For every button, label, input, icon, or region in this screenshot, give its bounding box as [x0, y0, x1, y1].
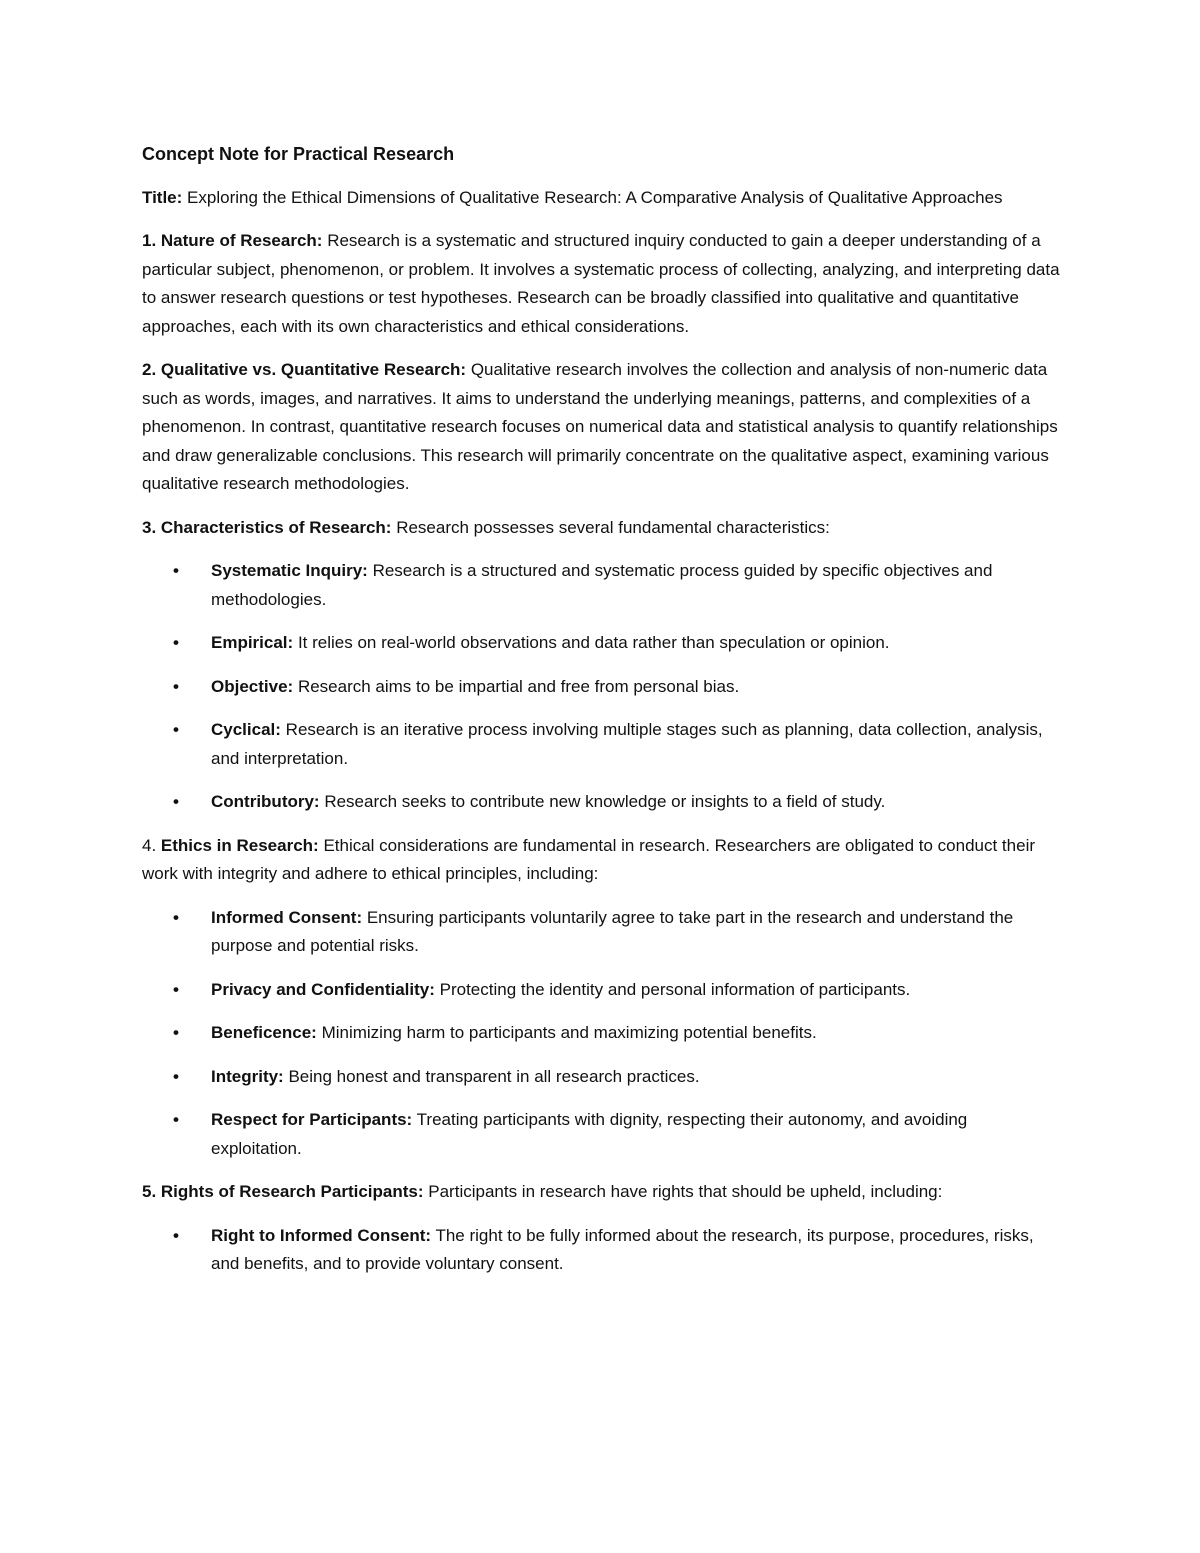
item-label: Informed Consent: [211, 907, 363, 927]
section-label: 5. Rights of Research Participants: [142, 1182, 424, 1201]
rights-list [142, 1222, 1062, 1279]
item-text: Treating participants with dignity, respecting their autonomy, and avoiding exploitation. [211, 1110, 968, 1158]
section-label: 2. Qualitative vs. Quantitative Research: [142, 360, 467, 379]
section-number: 4. [142, 835, 157, 855]
bullet-icon: • [173, 979, 179, 999]
item-text: The right to be fully informed about the research, its purpose, procedures, risks, and benefits, and to provide voluntary consent. [211, 1225, 1034, 1273]
section-label: Ethics in Research: [160, 835, 319, 855]
section-nature-of-research [142, 227, 1062, 341]
list-item [142, 629, 1062, 658]
bullet-icon: • [173, 720, 179, 739]
section-qualitative-vs-quantitative [142, 356, 1062, 499]
bullet-icon: • [173, 1066, 179, 1086]
section-rights-of-participants [142, 1178, 1062, 1207]
list-item [142, 673, 1062, 702]
list-item [142, 788, 1062, 817]
item-label: Cyclical: [211, 720, 281, 739]
list-item [142, 1222, 1062, 1279]
item-text: Research is an iterative process involving multiple stages such as planning, data collection, analysis, and interpretation. [211, 720, 1043, 768]
bullet-icon: • [173, 676, 179, 696]
item-text: Research aims to be impartial and free from personal bias. [297, 676, 740, 696]
bullet-icon: • [173, 633, 179, 652]
list-item [142, 716, 1062, 773]
item-label: Privacy and Confidentiality: [211, 979, 435, 999]
item-text: Being honest and transparent in all research practices. [288, 1066, 700, 1086]
section-text: Research is a systematic and structured inquiry conducted to gain a deeper understanding of a particular subject, phenomenon, or problem. It involves a systematic process of collecting, analyzing, and interpreting data to answer research questions or test hypotheses. Research can be broadly classified into qualitative and quantitative approaches, each with its own characteristics and ethical considerations. [142, 231, 1060, 336]
bullet-icon: • [173, 1110, 179, 1129]
characteristics-list [142, 557, 1062, 817]
title-paragraph [142, 184, 1062, 213]
bullet-icon: • [173, 1225, 179, 1245]
list-item [142, 1019, 1062, 1048]
section-label: 3. Characteristics of Research: [142, 517, 392, 537]
section-text: Participants in research have rights that should be upheld, including: [428, 1182, 943, 1201]
list-item [142, 976, 1062, 1005]
title-text: Exploring the Ethical Dimensions of Qualitative Research: A Comparative Analysis of Qualitative Approaches [187, 187, 1003, 207]
item-text: Research seeks to contribute new knowledge or insights to a field of study. [324, 792, 886, 811]
bullet-icon: • [173, 792, 179, 811]
list-item [142, 1106, 1062, 1163]
item-text: Protecting the identity and personal information of participants. [439, 979, 911, 999]
item-label: Respect for Participants: [211, 1110, 413, 1129]
section-label: 1. Nature of Research: [142, 231, 323, 250]
item-label: Empirical: [211, 633, 294, 652]
document-page [142, 140, 1062, 1294]
document-heading: Concept Note for Practical Research [142, 144, 455, 164]
section-characteristics-of-research [142, 514, 1062, 543]
ethics-list [142, 904, 1062, 1164]
item-text: Minimizing harm to participants and maximizing potential benefits. [321, 1023, 817, 1042]
item-label: Right to Informed Consent: [211, 1225, 432, 1245]
section-text: Research possesses several fundamental characteristics: [396, 517, 830, 537]
section-text: Qualitative research involves the collection and analysis of non-numeric data such as words, images, and narratives. It aims to understand the underlying meanings, patterns, and complexities of a phenomenon. In contrast, quantitative research focuses on numerical data and statistical analysis to quantify relationships and draw generalizable conclusions. This research will primarily concentrate on the qualitative aspect, examining various qualitative research methodologies. [142, 360, 1058, 493]
bullet-icon: • [173, 1023, 179, 1042]
list-item [142, 1063, 1062, 1092]
item-label: Beneficence: [211, 1023, 317, 1042]
title-label: Title: [142, 187, 183, 207]
item-label: Objective: [211, 676, 294, 696]
item-text: Ensuring participants voluntarily agree to take part in the research and understand the purpose and potential risks. [211, 907, 1014, 955]
section-text: Ethical considerations are fundamental in research. Researchers are obligated to conduct their work with integrity and adhere to ethical principles, including: [142, 835, 1036, 883]
section-ethics-in-research [142, 832, 1062, 889]
list-item [142, 904, 1062, 961]
item-label: Integrity: [211, 1066, 284, 1086]
item-label: Contributory: [211, 792, 320, 811]
list-item [142, 557, 1062, 614]
item-text: It relies on real-world observations and data rather than speculation or opinion. [297, 633, 890, 652]
item-label: Systematic Inquiry: [211, 561, 368, 580]
bullet-icon: • [173, 561, 179, 580]
item-text: Research is a structured and systematic process guided by specific objectives and methodologies. [211, 561, 993, 609]
bullet-icon: • [173, 907, 179, 927]
